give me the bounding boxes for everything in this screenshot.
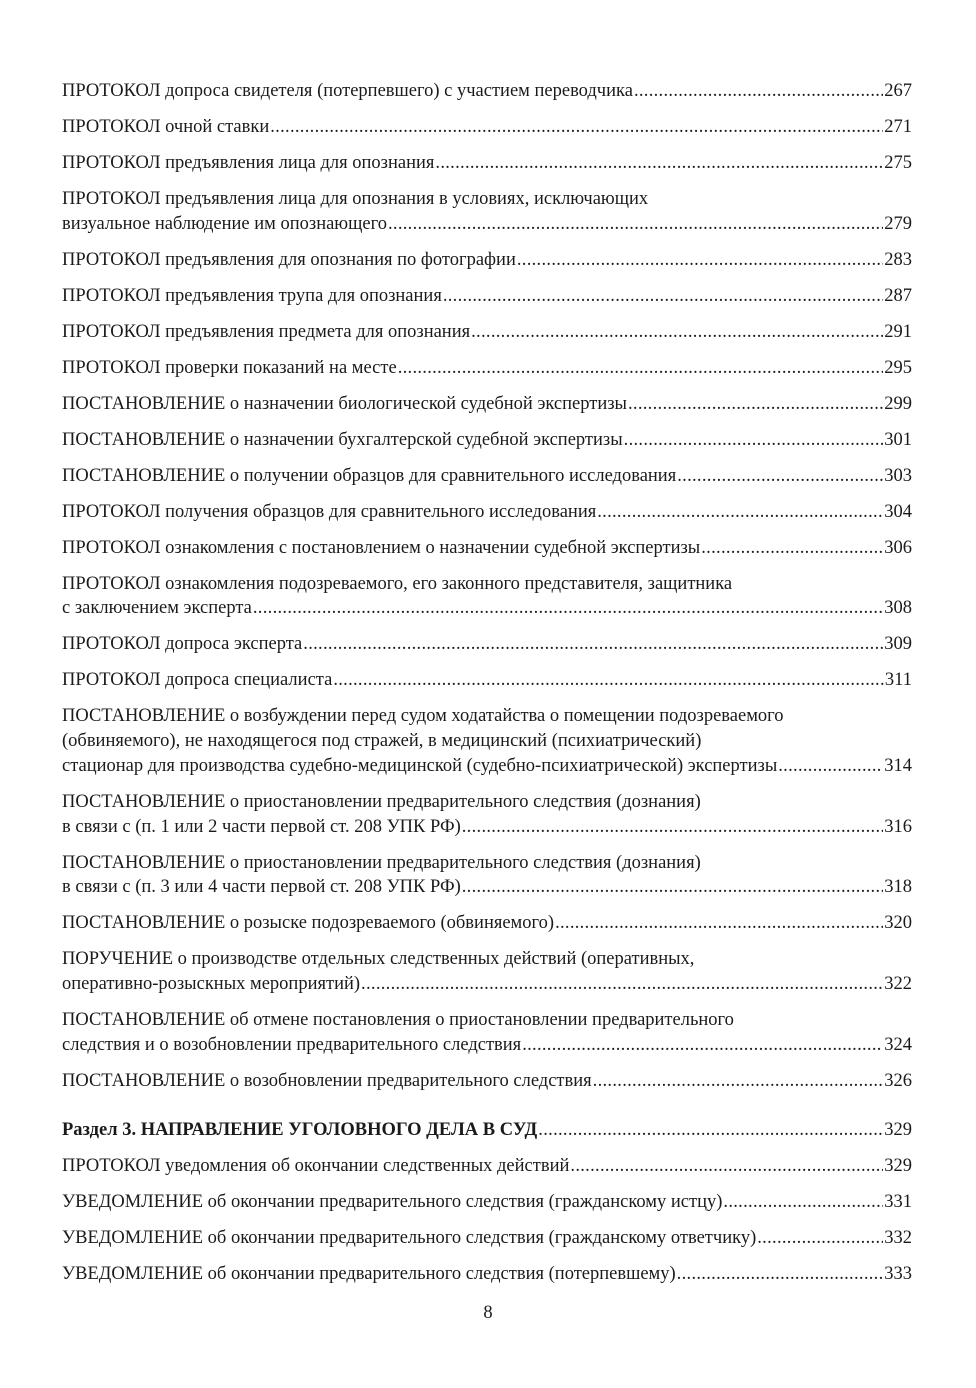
dot-leader	[333, 668, 884, 693]
toc-entry	[62, 1190, 912, 1215]
toc-entry-title: ПОСТАНОВЛЕНИЕ о назначении биологической судебной экспертизы	[62, 393, 627, 414]
toc-entry-title-line: ПРОТОКОЛ предъявления лица для опознания в условиях, исключающих	[62, 189, 649, 209]
dot-leader	[757, 1226, 883, 1251]
toc-entry-page: 326	[884, 1070, 912, 1091]
toc-entry-page: 324	[884, 1034, 912, 1055]
toc-entry	[62, 536, 912, 561]
dot-leader	[628, 392, 883, 417]
dot-leader	[778, 754, 883, 779]
toc-entry-page: 271	[884, 117, 912, 137]
dot-leader	[253, 596, 883, 621]
dot-leader	[624, 428, 884, 453]
dot-leader	[517, 248, 883, 273]
toc-entry-page: 306	[884, 537, 912, 558]
dot-leader	[593, 1069, 884, 1094]
toc-entry-title-line: (обвиняемого), не находящегося под стражей, в медицинский (психиатрический)	[62, 731, 702, 752]
toc-entry-title: ПРОТОКОЛ допроса специалиста	[62, 670, 333, 691]
toc-entry-page: 309	[884, 634, 912, 655]
toc-entry	[62, 1154, 912, 1179]
toc-entry-page: 304	[884, 501, 912, 522]
dot-leader	[522, 1033, 883, 1058]
toc-entry-title: ПОСТАНОВЛЕНИЕ о назначении бухгалтерской судебной экспертизы	[62, 429, 623, 450]
toc-entry	[62, 187, 912, 236]
toc-entry-page: 314	[884, 755, 912, 776]
toc-entry-page: 331	[884, 1192, 912, 1213]
toc-entry-title: ПРОТОКОЛ предъявления лица для опознания	[62, 153, 435, 173]
toc-entry-page: 291	[884, 321, 912, 342]
toc-entry-title: ПРОТОКОЛ допроса свидетеля (потерпевшего) с участием переводчика	[62, 81, 633, 101]
dot-leader	[270, 115, 883, 140]
toc-entry-title: следствия и о возобновлении предварительного следствия	[62, 1034, 522, 1055]
toc-entry-title: ПРОТОКОЛ проверки показаний на месте	[62, 357, 397, 378]
toc-entry-page: 332	[884, 1228, 912, 1249]
toc-entry-page: 322	[884, 973, 912, 994]
toc-entry-page: 301	[884, 429, 912, 450]
toc-entry-title: ПОСТАНОВЛЕНИЕ о розыске подозреваемого (обвиняемого)	[62, 913, 555, 934]
dot-leader	[677, 464, 883, 489]
toc-entry	[62, 320, 912, 345]
toc-entry	[62, 115, 912, 140]
toc-entry-page: 267	[884, 81, 912, 101]
toc-entry-page: 329	[884, 1120, 912, 1141]
dot-leader	[677, 1262, 884, 1287]
page-number: 8	[483, 1303, 493, 1323]
dot-leader	[398, 356, 884, 381]
toc-entry-page: 299	[884, 393, 912, 414]
toc-entry	[62, 572, 912, 621]
toc-entry-title: УВЕДОМЛЕНИЕ об окончании предварительного следствия (потерпевшему)	[62, 1264, 676, 1285]
toc-entry-title: в связи с (п. 1 или 2 части первой ст. 208 УПК РФ)	[62, 816, 461, 837]
toc-entry-title: ПРОТОКОЛ предъявления трупа для опознания	[62, 285, 442, 306]
toc-entry	[62, 248, 912, 273]
dot-leader	[443, 284, 883, 309]
toc-entry	[62, 151, 912, 176]
toc-entry	[62, 1008, 912, 1057]
dot-leader	[723, 1190, 883, 1215]
toc-entry-title: УВЕДОМЛЕНИЕ об окончании предварительного следствия (гражданскому истцу)	[62, 1192, 723, 1213]
dot-leader	[597, 500, 883, 525]
toc-entry-title: УВЕДОМЛЕНИЕ об окончании предварительного следствия (гражданскому ответчику)	[62, 1228, 757, 1249]
toc-entry-page: 303	[884, 465, 912, 486]
toc-entry-title-line: ПРОТОКОЛ ознакомления подозреваемого, его законного представителя, защитника	[62, 573, 733, 594]
toc-entry-title: ПРОТОКОЛ получения образцов для сравнительного исследования	[62, 501, 597, 522]
toc-entry	[62, 356, 912, 381]
toc-entry-page: 295	[884, 357, 912, 378]
toc-section-heading	[62, 1118, 912, 1143]
toc-entry	[62, 392, 912, 417]
dot-leader	[462, 875, 884, 900]
dot-leader	[570, 1154, 883, 1179]
toc-entry-page: 333	[884, 1264, 912, 1285]
dot-leader	[388, 212, 883, 237]
toc-entry-title: ПОСТАНОВЛЕНИЕ о возобновлении предварительного следствия	[62, 1070, 592, 1091]
toc-entry-page: 316	[884, 816, 912, 837]
toc-entry-title: стационар для производства судебно-медицинской (судебно-психиатрической) экспертизы	[62, 755, 778, 776]
toc-entry-title: визуальное наблюдение им опознающего	[62, 213, 387, 234]
toc-entry	[62, 500, 912, 525]
toc-entry-title: ПОСТАНОВЛЕНИЕ о получении образцов для сравнительного исследования	[62, 465, 677, 486]
dot-leader	[435, 151, 883, 176]
toc-entry-page: 308	[884, 598, 912, 619]
toc-entry	[62, 704, 912, 778]
dot-leader	[555, 911, 883, 936]
toc-entry	[62, 428, 912, 453]
toc-entry-page: 287	[884, 285, 912, 306]
toc-entry-title-line: ПОРУЧЕНИЕ о производстве отдельных следственных действий (оперативных,	[62, 949, 695, 970]
toc-entry	[62, 947, 912, 996]
dot-leader	[634, 79, 883, 104]
toc-entry-title-line: ПОСТАНОВЛЕНИЕ о возбуждении перед судом ходатайства о помещении подозреваемого	[62, 706, 784, 727]
toc-entry-title: ПРОТОКОЛ уведомления об окончании следственных действий	[62, 1156, 570, 1177]
toc-entry-page: 279	[884, 213, 912, 234]
dot-leader	[471, 320, 883, 345]
toc-entry	[62, 911, 912, 936]
toc-entry-title: Раздел 3. НАПРАВЛЕНИЕ УГОЛОВНОГО ДЕЛА В СУД	[62, 1120, 538, 1141]
toc-entry-page: 318	[884, 877, 912, 898]
toc-entry-page: 311	[884, 670, 912, 691]
dot-leader	[462, 815, 884, 840]
toc-entry	[62, 464, 912, 489]
toc-entry	[62, 668, 912, 693]
dot-leader	[361, 972, 883, 997]
toc-entry-page: 329	[884, 1156, 912, 1177]
toc-entry-title: ПРОТОКОЛ предъявления для опознания по фотографии	[62, 249, 516, 270]
toc-entry-page: 320	[884, 913, 912, 934]
toc-entry-title: ПРОТОКОЛ ознакомления с постановлением о назначении судебной экспертизы	[62, 537, 701, 558]
toc-entry	[62, 79, 912, 104]
toc-entry-title-line: ПОСТАНОВЛЕНИЕ о приостановлении предварительного следствия (дознания)	[62, 791, 701, 812]
toc-entry	[62, 1262, 912, 1287]
toc-entry	[62, 284, 912, 309]
toc-entry	[62, 632, 912, 657]
toc-entry-title-line: ПОСТАНОВЛЕНИЕ о приостановлении предварительного следствия (дознания)	[62, 852, 701, 873]
toc-entry-title-line: ПОСТАНОВЛЕНИЕ об отмене постановления о приостановлении предварительного	[62, 1009, 734, 1030]
toc-entry	[62, 1226, 912, 1251]
toc-entry-title: в связи с (п. 3 или 4 части первой ст. 208 УПК РФ)	[62, 877, 461, 898]
dot-leader	[701, 536, 883, 561]
toc-entry	[62, 851, 912, 900]
dot-leader	[538, 1118, 883, 1143]
toc-entry	[62, 790, 912, 839]
table-of-contents	[62, 79, 912, 1298]
toc-entry-page: 283	[884, 249, 912, 270]
toc-entry-title: ПРОТОКОЛ предъявления предмета для опознания	[62, 321, 471, 342]
toc-entry	[62, 1069, 912, 1094]
toc-entry-title: ПРОТОКОЛ очной ставки	[62, 117, 270, 137]
toc-entry-title: с заключением эксперта	[62, 598, 252, 619]
toc-entry-title: оперативно-розыскных мероприятий)	[62, 973, 361, 994]
toc-entry-page: 275	[884, 153, 912, 173]
toc-entry-title: ПРОТОКОЛ допроса эксперта	[62, 634, 303, 655]
dot-leader	[303, 632, 883, 657]
